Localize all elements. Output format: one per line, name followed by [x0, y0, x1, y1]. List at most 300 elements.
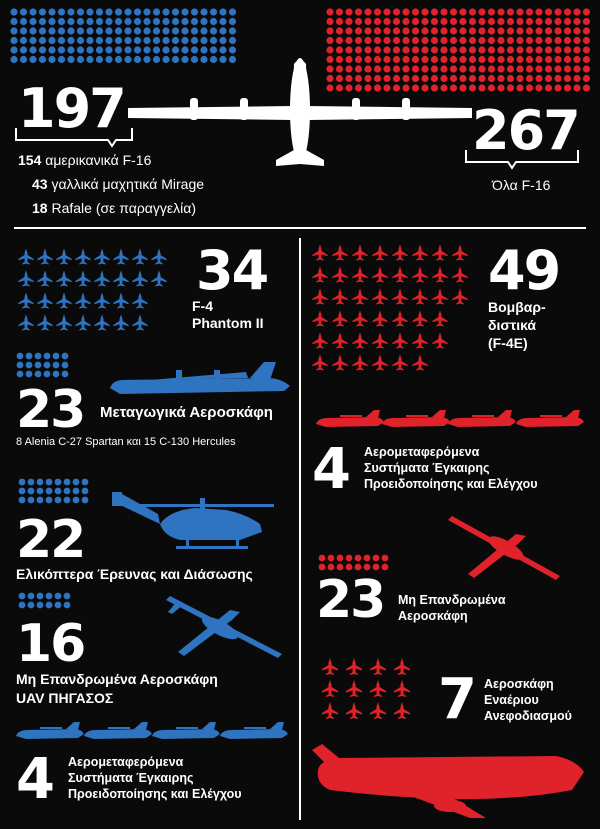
dot [35, 353, 42, 360]
dot [412, 84, 419, 91]
aewc-plane-icon [448, 410, 516, 427]
dot [229, 18, 236, 25]
fighter-jet-icon [372, 244, 387, 260]
dot [326, 84, 333, 91]
dot [402, 37, 409, 44]
dot [46, 497, 53, 504]
dot [488, 37, 495, 44]
dot [526, 37, 533, 44]
dot [200, 8, 207, 15]
dot [573, 8, 580, 15]
phantom-count: 34 [196, 239, 268, 302]
dot [172, 27, 179, 34]
dot [526, 8, 533, 15]
dot [96, 18, 103, 25]
dot [478, 56, 485, 63]
dot [516, 84, 523, 91]
dot [19, 602, 26, 609]
dot [583, 8, 590, 15]
fighter-jet-icon [332, 288, 347, 304]
dot [191, 37, 198, 44]
helicopter-label: Ελικόπτερα Έρευνας και Διάσωσης [16, 566, 253, 582]
greece-top-dots [10, 8, 236, 63]
fighter-jet-icon [94, 314, 109, 330]
dot [28, 488, 35, 495]
dot [459, 37, 466, 44]
fighter-jet-icon [132, 248, 147, 264]
dot [469, 46, 476, 53]
dot [469, 84, 476, 91]
fighter-jet-icon [322, 702, 338, 719]
fighter-jet-icon [75, 270, 90, 286]
dot [229, 46, 236, 53]
dot [29, 18, 36, 25]
dot [29, 27, 36, 34]
dot [37, 602, 44, 609]
dot [37, 497, 44, 504]
dot [488, 8, 495, 15]
dot [39, 37, 46, 44]
dot [497, 84, 504, 91]
dot [488, 18, 495, 25]
dot [393, 27, 400, 34]
dot [191, 27, 198, 34]
dot [383, 18, 390, 25]
dot [229, 37, 236, 44]
label: Rafale (σε παραγγελία) [51, 200, 196, 216]
tankers-line3: Ανεφοδιασμού [484, 709, 572, 723]
dot [64, 497, 71, 504]
dot [191, 46, 198, 53]
fighter-jet-icon [352, 266, 367, 282]
dot [535, 65, 542, 72]
dot [345, 75, 352, 82]
fighter-jet-icon [332, 310, 347, 326]
dot [421, 56, 428, 63]
dot [28, 497, 35, 504]
dot [573, 37, 580, 44]
dot [421, 37, 428, 44]
dot [20, 18, 27, 25]
dot [507, 37, 514, 44]
dot [96, 56, 103, 63]
aewc-line3: Προειδοποίησης και Ελέγχου [68, 787, 242, 801]
dot [10, 18, 17, 25]
dot [62, 371, 69, 378]
dot [554, 84, 561, 91]
dot [535, 27, 542, 34]
dot [583, 84, 590, 91]
dot [326, 37, 333, 44]
dot [497, 65, 504, 72]
dot [355, 8, 362, 15]
aewc-line2: Συστήματα Έγκαιρης [68, 771, 194, 785]
dot [364, 75, 371, 82]
dot [450, 75, 457, 82]
dot [421, 84, 428, 91]
dot [134, 37, 141, 44]
dot [488, 27, 495, 34]
turkey-tanker-jets [322, 658, 410, 719]
fighter-jet-icon [452, 266, 467, 282]
dot [10, 37, 17, 44]
dot [86, 56, 93, 63]
dot [28, 602, 35, 609]
dot [497, 27, 504, 34]
dot [17, 371, 24, 378]
dot [115, 37, 122, 44]
dot [497, 18, 504, 25]
greece-total: 197 [18, 77, 125, 140]
bombers-line1: Βομβαρ- [488, 299, 546, 315]
uav-line2: Αεροσκάφη [398, 609, 468, 623]
dot [469, 18, 476, 25]
label: αμερικανικά F-16 [45, 152, 152, 168]
fighter-jet-icon [312, 266, 327, 282]
dot [393, 18, 400, 25]
dot [115, 56, 122, 63]
dot [469, 37, 476, 44]
dot [421, 27, 428, 34]
dot [67, 46, 74, 53]
dot [105, 8, 112, 15]
dot [583, 56, 590, 63]
dot [545, 37, 552, 44]
fighter-jet-icon [394, 702, 410, 719]
dot [219, 8, 226, 15]
dot [440, 56, 447, 63]
dot [134, 56, 141, 63]
fighter-jet-icon [75, 314, 90, 330]
dot [478, 8, 485, 15]
dot [469, 27, 476, 34]
fighter-jet-icon [332, 266, 347, 282]
dot [507, 65, 514, 72]
greece-breakdown-row [18, 151, 151, 169]
dot [374, 18, 381, 25]
bombers-line3: (F-4E) [488, 335, 528, 351]
dot [393, 84, 400, 91]
dot [478, 46, 485, 53]
dot [153, 18, 160, 25]
dot [210, 46, 217, 53]
dot [35, 371, 42, 378]
dot [402, 84, 409, 91]
dot [535, 8, 542, 15]
dot [535, 37, 542, 44]
helicopter-count: 22 [16, 510, 85, 570]
dot [526, 46, 533, 53]
dot [124, 46, 131, 53]
fighter-jet-icon [370, 658, 386, 675]
dot [431, 46, 438, 53]
dot [143, 56, 150, 63]
dot [516, 27, 523, 34]
aewc-line3: Προειδοποίησης και Ελέγχου [364, 477, 538, 491]
label: γαλλικά μαχητικά Mirage [51, 176, 205, 192]
dot [105, 46, 112, 53]
drone-icon [166, 596, 282, 658]
dot [29, 8, 36, 15]
dot [382, 555, 389, 562]
dot [153, 37, 160, 44]
transport-plane-icon [128, 58, 472, 166]
turkey-total: 267 [472, 99, 579, 162]
dot [507, 8, 514, 15]
dot [67, 37, 74, 44]
fighter-jet-icon [452, 288, 467, 304]
dot [545, 46, 552, 53]
dot [450, 37, 457, 44]
dot [564, 65, 571, 72]
dot [383, 46, 390, 53]
dot [46, 479, 53, 486]
dot [219, 18, 226, 25]
uav-label [16, 670, 218, 708]
dot [402, 18, 409, 25]
dot [328, 555, 335, 562]
dot [564, 8, 571, 15]
dot [421, 75, 428, 82]
aewc-line2: Συστήματα Έγκαιρης [364, 461, 490, 475]
dot [459, 18, 466, 25]
fighter-jet-icon [352, 244, 367, 260]
dot [488, 65, 495, 72]
dot [450, 46, 457, 53]
dot [29, 37, 36, 44]
dot [450, 18, 457, 25]
dot [393, 65, 400, 72]
uav-count: 23 [316, 570, 385, 630]
dot [336, 27, 343, 34]
dot [39, 46, 46, 53]
helicopter-icon [112, 492, 274, 549]
fighter-jet-icon [432, 332, 447, 348]
dot [374, 65, 381, 72]
dot [412, 56, 419, 63]
bombers-line2: διστικά [488, 317, 537, 333]
dot [554, 8, 561, 15]
dot [143, 46, 150, 53]
uav-count: 16 [16, 614, 85, 674]
dot [67, 27, 74, 34]
dot [412, 37, 419, 44]
dot [39, 18, 46, 25]
dot [431, 18, 438, 25]
dot [497, 46, 504, 53]
dot [336, 37, 343, 44]
dot [336, 65, 343, 72]
fighter-jet-icon [432, 244, 447, 260]
dot [326, 56, 333, 63]
dot [564, 46, 571, 53]
dot [573, 75, 580, 82]
dot [229, 27, 236, 34]
dot [393, 46, 400, 53]
dot [440, 46, 447, 53]
fighter-jet-icon [113, 270, 128, 286]
dot [355, 46, 362, 53]
fighter-jet-icon [18, 314, 33, 330]
dot [172, 18, 179, 25]
dot [64, 479, 71, 486]
fighter-jet-icon [352, 354, 367, 370]
dot [73, 479, 80, 486]
aewc-line1: Αερομεταφερόμενα [364, 445, 480, 459]
fighter-jet-icon [37, 248, 52, 264]
fighter-jet-icon [37, 314, 52, 330]
dot [210, 8, 217, 15]
dot [345, 37, 352, 44]
fighter-jet-icon [352, 332, 367, 348]
bombers-label [488, 298, 546, 352]
dot [58, 37, 65, 44]
dot [200, 27, 207, 34]
dot [26, 362, 33, 369]
fighter-jet-icon [346, 680, 362, 697]
dot [17, 353, 24, 360]
dot [516, 46, 523, 53]
dot [374, 84, 381, 91]
cargo-plane-icon [110, 362, 290, 394]
dot [545, 65, 552, 72]
dot [507, 75, 514, 82]
uav-line1: Μη Επανδρωμένα [398, 593, 506, 607]
dot [545, 75, 552, 82]
dot [44, 371, 51, 378]
dot [440, 18, 447, 25]
dot [86, 27, 93, 34]
dot [450, 27, 457, 34]
dot [19, 479, 26, 486]
dot [191, 18, 198, 25]
dot [124, 27, 131, 34]
dot [172, 56, 179, 63]
dot [124, 56, 131, 63]
dot [564, 56, 571, 63]
dot [39, 27, 46, 34]
dot [26, 371, 33, 378]
phantom-label [192, 298, 264, 332]
aewc-label [68, 754, 242, 802]
dot [535, 84, 542, 91]
dot [73, 497, 80, 504]
dot [364, 18, 371, 25]
aewc-plane-icon [84, 722, 152, 739]
dot [48, 37, 55, 44]
dot [336, 84, 343, 91]
dot [412, 65, 419, 72]
dot [421, 18, 428, 25]
dot [191, 56, 198, 63]
dot [55, 593, 62, 600]
fighter-jet-icon [132, 314, 147, 330]
dot [20, 27, 27, 34]
dot [440, 84, 447, 91]
dot [564, 27, 571, 34]
dot [62, 362, 69, 369]
fighter-jet-icon [352, 310, 367, 326]
dot [345, 84, 352, 91]
fighter-jet-icon [18, 270, 33, 286]
dot [364, 65, 371, 72]
dot [53, 353, 60, 360]
dot [162, 8, 169, 15]
dot [554, 27, 561, 34]
fighter-jet-icon [432, 266, 447, 282]
dot [10, 27, 17, 34]
dot [58, 46, 65, 53]
dot [336, 75, 343, 82]
dot [450, 56, 457, 63]
dot [478, 27, 485, 34]
dot [573, 84, 580, 91]
dot [20, 37, 27, 44]
dot [383, 8, 390, 15]
dot [58, 27, 65, 34]
greece-aewc-planes [16, 722, 288, 739]
aewc-count: 4 [312, 437, 349, 502]
dot [402, 27, 409, 34]
dot [564, 37, 571, 44]
dot [364, 56, 371, 63]
dot [77, 46, 84, 53]
dot [326, 65, 333, 72]
dot [412, 75, 419, 82]
dot [326, 8, 333, 15]
dot [488, 84, 495, 91]
dot [48, 8, 55, 15]
dot [459, 84, 466, 91]
uav-line1: Μη Επανδρωμένα Αεροσκάφη [16, 671, 218, 687]
dot [364, 555, 371, 562]
transport-label: Μεταγωγικά Αεροσκάφη [100, 404, 273, 421]
dot [374, 27, 381, 34]
uav-label [398, 592, 506, 624]
fighter-jet-icon [412, 266, 427, 282]
dot [373, 555, 380, 562]
dot [134, 8, 141, 15]
tanker-plane-icon [312, 744, 584, 818]
fighter-jet-icon [332, 244, 347, 260]
dot [48, 46, 55, 53]
tankers-line2: Εναέριου [484, 693, 539, 707]
fighter-jet-icon [113, 248, 128, 264]
dot [86, 46, 93, 53]
dot [82, 497, 89, 504]
dot [526, 75, 533, 82]
dot [412, 8, 419, 15]
dot [172, 37, 179, 44]
fighter-jet-icon [18, 248, 33, 264]
dot [96, 37, 103, 44]
tankers-line1: Αεροσκάφη [484, 677, 554, 691]
dot [19, 497, 26, 504]
dot [181, 46, 188, 53]
dot [412, 46, 419, 53]
aewc-plane-icon [316, 410, 384, 427]
dot [37, 479, 44, 486]
fighter-jet-icon [94, 292, 109, 308]
dot [53, 362, 60, 369]
dot [526, 84, 533, 91]
dot [355, 75, 362, 82]
dot [421, 65, 428, 72]
dot [115, 8, 122, 15]
dot [545, 84, 552, 91]
dot [17, 362, 24, 369]
dot [44, 362, 51, 369]
